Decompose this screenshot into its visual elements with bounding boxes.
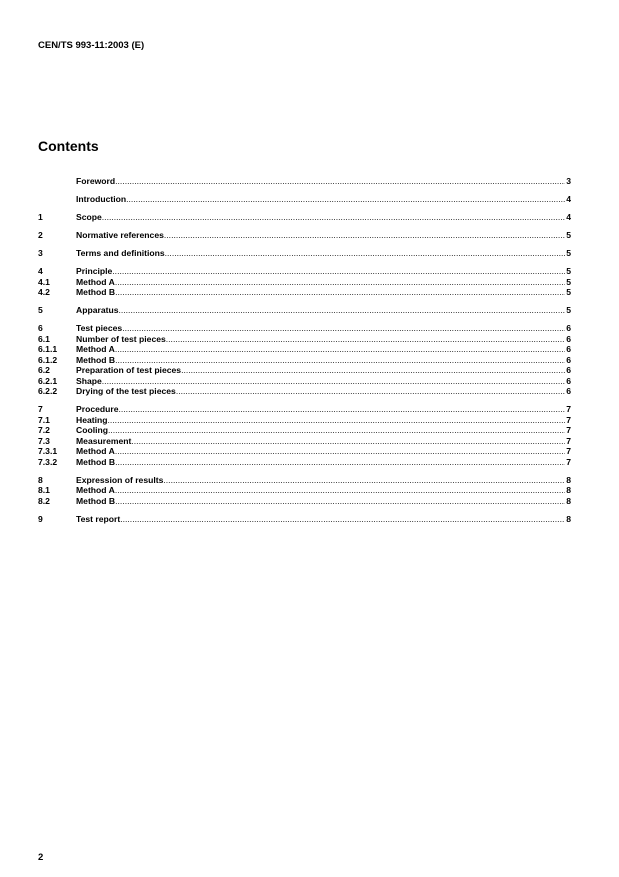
toc-entry-number: 4.2 bbox=[38, 287, 50, 297]
toc-entry[interactable] bbox=[38, 485, 571, 496]
toc-entry[interactable] bbox=[38, 287, 571, 298]
toc-entry-label: Test report bbox=[76, 513, 121, 524]
toc-dot-leader bbox=[163, 475, 565, 486]
toc-dot-leader bbox=[126, 194, 565, 205]
toc-entry-label: Principle bbox=[76, 266, 113, 276]
toc-entry-label: Normative references bbox=[76, 230, 164, 240]
toc-entry-page: 6 bbox=[566, 386, 571, 396]
toc-entry-label: Method A bbox=[76, 344, 115, 354]
toc-entry-number: 6.1.1 bbox=[38, 344, 58, 354]
toc-entry[interactable] bbox=[38, 344, 571, 355]
toc-entry-label: Method B bbox=[76, 287, 116, 297]
toc-entry[interactable] bbox=[38, 176, 571, 187]
toc-entry-page: 8 bbox=[566, 485, 571, 495]
document-header: CEN/TS 993-11:2003 (E) bbox=[38, 40, 145, 51]
toc-entry[interactable] bbox=[38, 365, 571, 376]
toc-entry-label: Method B bbox=[76, 495, 116, 506]
toc-entry-label: Preparation of test pieces bbox=[76, 365, 182, 375]
toc-entry-label: Method A bbox=[76, 485, 115, 495]
toc-entry-label: Scope bbox=[76, 212, 102, 222]
toc-dot-leader bbox=[164, 230, 565, 241]
toc-dot-leader bbox=[115, 277, 565, 288]
toc-entry[interactable] bbox=[38, 212, 571, 223]
toc-entry[interactable] bbox=[38, 248, 571, 259]
toc-entry[interactable] bbox=[38, 436, 571, 447]
toc-dot-leader bbox=[119, 305, 566, 316]
toc-entry-label: Method B bbox=[76, 354, 116, 365]
toc-entry[interactable] bbox=[38, 496, 571, 507]
toc-entry-page: 6 bbox=[566, 323, 571, 333]
toc-entry-page: 5 bbox=[566, 266, 571, 276]
toc-entry-page: 5 bbox=[566, 248, 571, 258]
toc-entry-number: 4 bbox=[38, 266, 43, 276]
toc-dot-leader bbox=[115, 446, 565, 457]
toc-entry-page: 5 bbox=[566, 305, 571, 315]
toc-entry-page: 7 bbox=[566, 456, 571, 467]
toc-entry-label: Cooling bbox=[76, 425, 108, 435]
toc-entry-number: 8.1 bbox=[38, 485, 50, 495]
toc-entry-number: 8.2 bbox=[38, 495, 50, 506]
toc-entry-number: 7.3 bbox=[38, 435, 50, 446]
toc-entry-page: 8 bbox=[566, 513, 571, 524]
toc-entry[interactable] bbox=[38, 230, 571, 241]
toc-dot-leader bbox=[120, 514, 565, 525]
toc-entry-number: 5 bbox=[38, 305, 43, 315]
toc-entry-label: Measurement bbox=[76, 435, 132, 446]
toc-dot-leader bbox=[165, 248, 566, 259]
toc-entry-page: 7 bbox=[566, 446, 571, 456]
toc-entry-page: 6 bbox=[566, 354, 571, 365]
toc-dot-leader bbox=[102, 212, 565, 223]
toc-entry-number: 4.1 bbox=[38, 276, 50, 287]
toc-dot-leader bbox=[131, 436, 565, 447]
toc-entry[interactable] bbox=[38, 425, 571, 436]
toc-entry-number: 9 bbox=[38, 513, 43, 524]
toc-entry-label: Introduction bbox=[76, 194, 127, 204]
page-number: 2 bbox=[38, 852, 44, 863]
toc-dot-leader bbox=[176, 386, 565, 397]
toc-entry-page: 7 bbox=[566, 414, 571, 425]
toc-entry-label: Foreword bbox=[76, 176, 116, 186]
toc-entry-number: 8 bbox=[38, 474, 43, 485]
toc-dot-leader bbox=[122, 323, 565, 334]
toc-entry-number: 6.2 bbox=[38, 365, 50, 375]
toc-entry-page: 7 bbox=[566, 435, 571, 446]
toc-entry-number: 6 bbox=[38, 323, 43, 333]
toc-entry-page: 5 bbox=[566, 230, 571, 240]
toc-entry-page: 7 bbox=[566, 404, 571, 414]
toc-entry-page: 5 bbox=[566, 287, 571, 297]
toc-entry-number: 6.2.1 bbox=[38, 375, 58, 386]
toc-entry-number: 7.3.1 bbox=[38, 446, 58, 456]
toc-entry[interactable] bbox=[38, 386, 571, 397]
toc-entry-label: Heating bbox=[76, 414, 108, 425]
toc-entry-page: 6 bbox=[566, 333, 571, 344]
toc-dot-leader bbox=[115, 355, 565, 366]
toc-entry-label: Procedure bbox=[76, 404, 119, 414]
toc-dot-leader bbox=[115, 496, 565, 507]
toc-entry-page: 8 bbox=[566, 474, 571, 485]
toc-entry[interactable] bbox=[38, 404, 571, 415]
toc-entry[interactable] bbox=[38, 266, 571, 277]
toc-dot-leader bbox=[112, 266, 565, 277]
toc-dot-leader bbox=[108, 425, 565, 436]
toc-entry-label: Terms and definitions bbox=[76, 248, 165, 258]
toc-entry-number: 6.1.2 bbox=[38, 354, 58, 365]
toc-entry-page: 5 bbox=[566, 276, 571, 287]
toc-entry-page: 7 bbox=[566, 425, 571, 435]
toc-entry-number: 2 bbox=[38, 230, 43, 240]
toc-entry-number: 7.1 bbox=[38, 414, 50, 425]
toc-entry-label: Shape bbox=[76, 375, 102, 386]
toc-entry-page: 3 bbox=[566, 176, 571, 186]
table-of-contents bbox=[38, 176, 571, 524]
toc-dot-leader bbox=[115, 485, 565, 496]
toc-entry[interactable] bbox=[38, 323, 571, 334]
toc-dot-leader bbox=[166, 334, 565, 345]
toc-entry-page: 6 bbox=[566, 365, 571, 375]
toc-entry-label: Test pieces bbox=[76, 323, 123, 333]
toc-entry-label: Method A bbox=[76, 276, 115, 287]
toc-entry[interactable] bbox=[38, 305, 571, 316]
toc-entry-number: 7.3.2 bbox=[38, 456, 58, 467]
toc-entry-label: Number of test pieces bbox=[76, 333, 166, 344]
toc-entry-number: 6.2.2 bbox=[38, 386, 58, 396]
toc-dot-leader bbox=[102, 376, 565, 387]
toc-entry[interactable] bbox=[38, 334, 571, 345]
toc-entry-page: 6 bbox=[566, 344, 571, 354]
toc-entry[interactable] bbox=[38, 415, 571, 426]
toc-entry-label: Expression of results bbox=[76, 474, 164, 485]
toc-entry[interactable] bbox=[38, 376, 571, 387]
toc-dot-leader bbox=[115, 287, 565, 298]
toc-dot-leader bbox=[119, 404, 566, 415]
toc-entry[interactable] bbox=[38, 194, 571, 205]
toc-entry-label: Drying of the test pieces bbox=[76, 386, 176, 396]
toc-entry[interactable] bbox=[38, 457, 571, 468]
toc-entry-label: Apparatus bbox=[76, 305, 119, 315]
toc-dot-leader bbox=[115, 176, 565, 187]
toc-dot-leader bbox=[108, 415, 566, 426]
toc-entry[interactable] bbox=[38, 514, 571, 525]
toc-entry-number: 3 bbox=[38, 248, 43, 258]
toc-dot-leader bbox=[115, 457, 565, 468]
toc-entry-label: Method B bbox=[76, 456, 116, 467]
toc-entry[interactable] bbox=[38, 446, 571, 457]
toc-entry-page: 4 bbox=[566, 212, 571, 222]
toc-entry-page: 6 bbox=[566, 375, 571, 386]
toc-dot-leader bbox=[115, 344, 565, 355]
toc-entry[interactable] bbox=[38, 475, 571, 486]
toc-entry-page: 4 bbox=[566, 194, 571, 204]
contents-title: Contents bbox=[38, 138, 99, 154]
toc-entry-number: 7 bbox=[38, 404, 43, 414]
toc-entry-page: 8 bbox=[566, 495, 571, 506]
toc-entry[interactable] bbox=[38, 355, 571, 366]
toc-dot-leader bbox=[181, 365, 565, 376]
toc-entry-label: Method A bbox=[76, 446, 115, 456]
toc-entry-number: 1 bbox=[38, 212, 43, 222]
toc-entry-number: 7.2 bbox=[38, 425, 50, 435]
toc-entry[interactable] bbox=[38, 277, 571, 288]
toc-entry-number: 6.1 bbox=[38, 333, 50, 344]
